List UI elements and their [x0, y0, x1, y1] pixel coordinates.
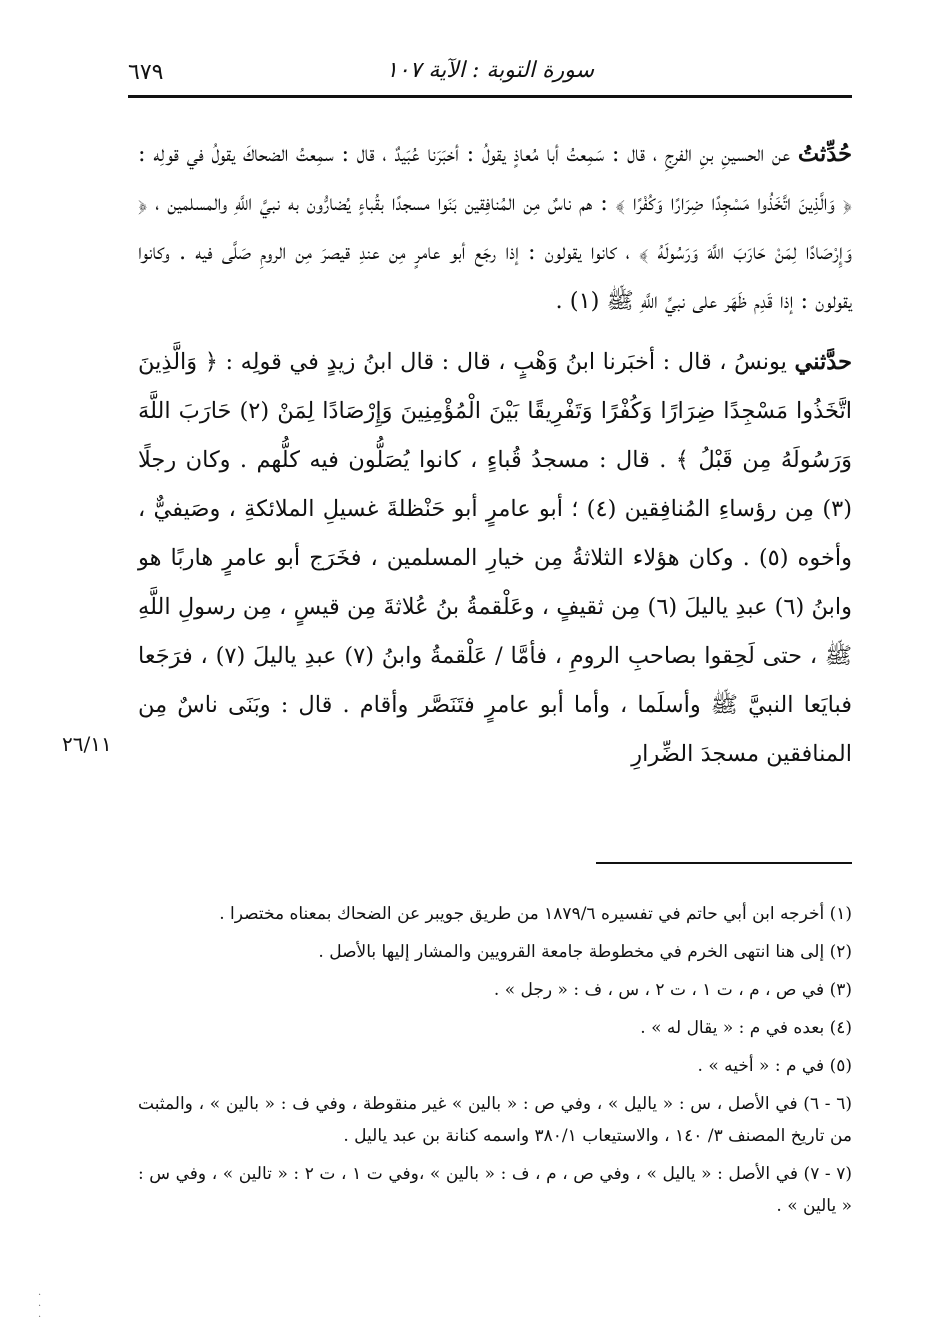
- paragraph-body: عن الحسينِ بنِ الفرجِ ، قال : سَمِعتُ أبا مُعاذٍ يقولُ : أخبَرَنا عُبَيدٌ ، قال : سمِعتُ الضحاكَ يقولُ في قولِه : ﴿ وَالَّذِينَ اتَّخَذُوا مَسْجِدًا ضِرَارًا وَكُفْرًا ﴾ : هم ناسٌ مِن المُنافِقين بَنَوا مسجدًا بقُباءٍ يُضارُّون به نبيَّ اللَّهِ والمسلمين ، ﴿ وَإِرْصَادًا لِمَنْ حَارَبَ اللَّهَ وَرَسُولَهُ ﴾ ، كانوا يقولون : إذا رجَع أبو عامرٍ مِن عندِ قيصرَ مِن الرومِ صَلَّى فيه . وكانوا يقولون : إذا قَدِم ظَهَر على نبيِّ اللَّهِ ﷺ (١) .: [138, 141, 852, 314]
- footnote-divider: [596, 862, 852, 864]
- paragraph-2: [138, 338, 852, 779]
- main-text: [138, 130, 852, 779]
- paragraph-1: [138, 130, 852, 326]
- footnote: (٤) بعده في م : « يقال له » .: [640, 1018, 852, 1038]
- page-header: [128, 52, 852, 98]
- footnote: (٢) إلى هنا انتهى الخرم في مخطوطة جامعة القرويين والمشار إليها بالأصل .: [318, 942, 852, 962]
- footnote: (٥) في م : « أخيه » .: [697, 1056, 852, 1076]
- paragraph-lead: حُدِّثتُ: [797, 141, 852, 167]
- footnote: (١) أخرجه ابن أبي حاتم في تفسيره ١٨٧٩/٦ من طريق جويبر عن الضحاك بمعناه مختصرا .: [219, 904, 852, 924]
- page-number: ٦٧٩: [128, 60, 164, 85]
- footnote: (٧ - ٧) في الأصل : « ياليل » ، وفي ص ، م ، ف : « بالين » ،وفي ت ١ ، ت ٢ : « تالين » ، وفي س : « يالين » .: [138, 1164, 853, 1216]
- footnotes: [138, 898, 852, 1228]
- paragraph-body: يونسُ ، قال : أخبَرنا ابنُ وَهْبٍ ، قال : قال ابنُ زيدٍ في قولِه : ﴿ وَالَّذِينَ اتَّخَذُوا مَسْجِدًا ضِرَارًا وَكُفْرًا وَتَفْرِيقًا بَيْنَ الْمُؤْمِنِينَ وَإِرْصَادًا لِمَنْ (٢) حَارَبَ اللَّهَ وَرَسُولَهُ مِن قَبْلُ ﴾ . قال : مسجدُ قُباءٍ ، كانوا يُصَلُّون فيه كلُّهم . وكان رجلًا (٣) مِن رؤساءِ المُنافِقين (٤) ؛ أبو عامرٍ أبو حَنْظلةَ غسيلِ الملائكةِ ، وصَيفيٌّ ، وأخوه (٥) . وكان هؤلاء الثلاثةُ مِن خيارِ المسلمين ، فخَرَج أبو عامرٍ هاربًا هو وابنُ (٦) عبدِ ياليلَ (٦) مِن ثقيفٍ ، وعَلْقمةُ بنُ عُلاثةَ مِن قيسٍ ، مِن رسولِ اللَّهِ ﷺ ، حتى لَحِقوا بصاحبِ الرومِ ، فأمَّا / عَلْقمةُ وابنُ (٧) عبدِ ياليلَ (٧) ، فرَجَعا فبايَعا النبيَّ ﷺ وأسلَما ، وأما أبو عامرٍ فتَنَصَّر وأقام . قال : وبَنَى ناسٌ مِن المنافقين مسجدَ الضِّرارِ: [138, 349, 853, 767]
- paragraph-lead: حدَّثني: [794, 349, 852, 375]
- margin-reference: ٢٦/١١: [62, 732, 112, 756]
- scan-specks: · · ·: [38, 1290, 42, 1323]
- footnote: (٣) في ص ، م ، ت ١ ، ت ٢ ، س ، ف : « رجل » .: [493, 980, 852, 1000]
- footnote: (٦ - ٦) في الأصل ، س : « ياليل » ، وفي ص : « بالين » غير منقوطة ، وفي ف : « بالين » ، والمثبت من تاريخ المصنف ٣/ ١٤٠ ، والاستيعاب ٣٨٠/١ واسمه كنانة بن عبد ياليل .: [138, 1094, 852, 1146]
- running-title: سورة التوبة : الآية ١٠٧: [385, 58, 595, 83]
- header-rule: [128, 95, 852, 98]
